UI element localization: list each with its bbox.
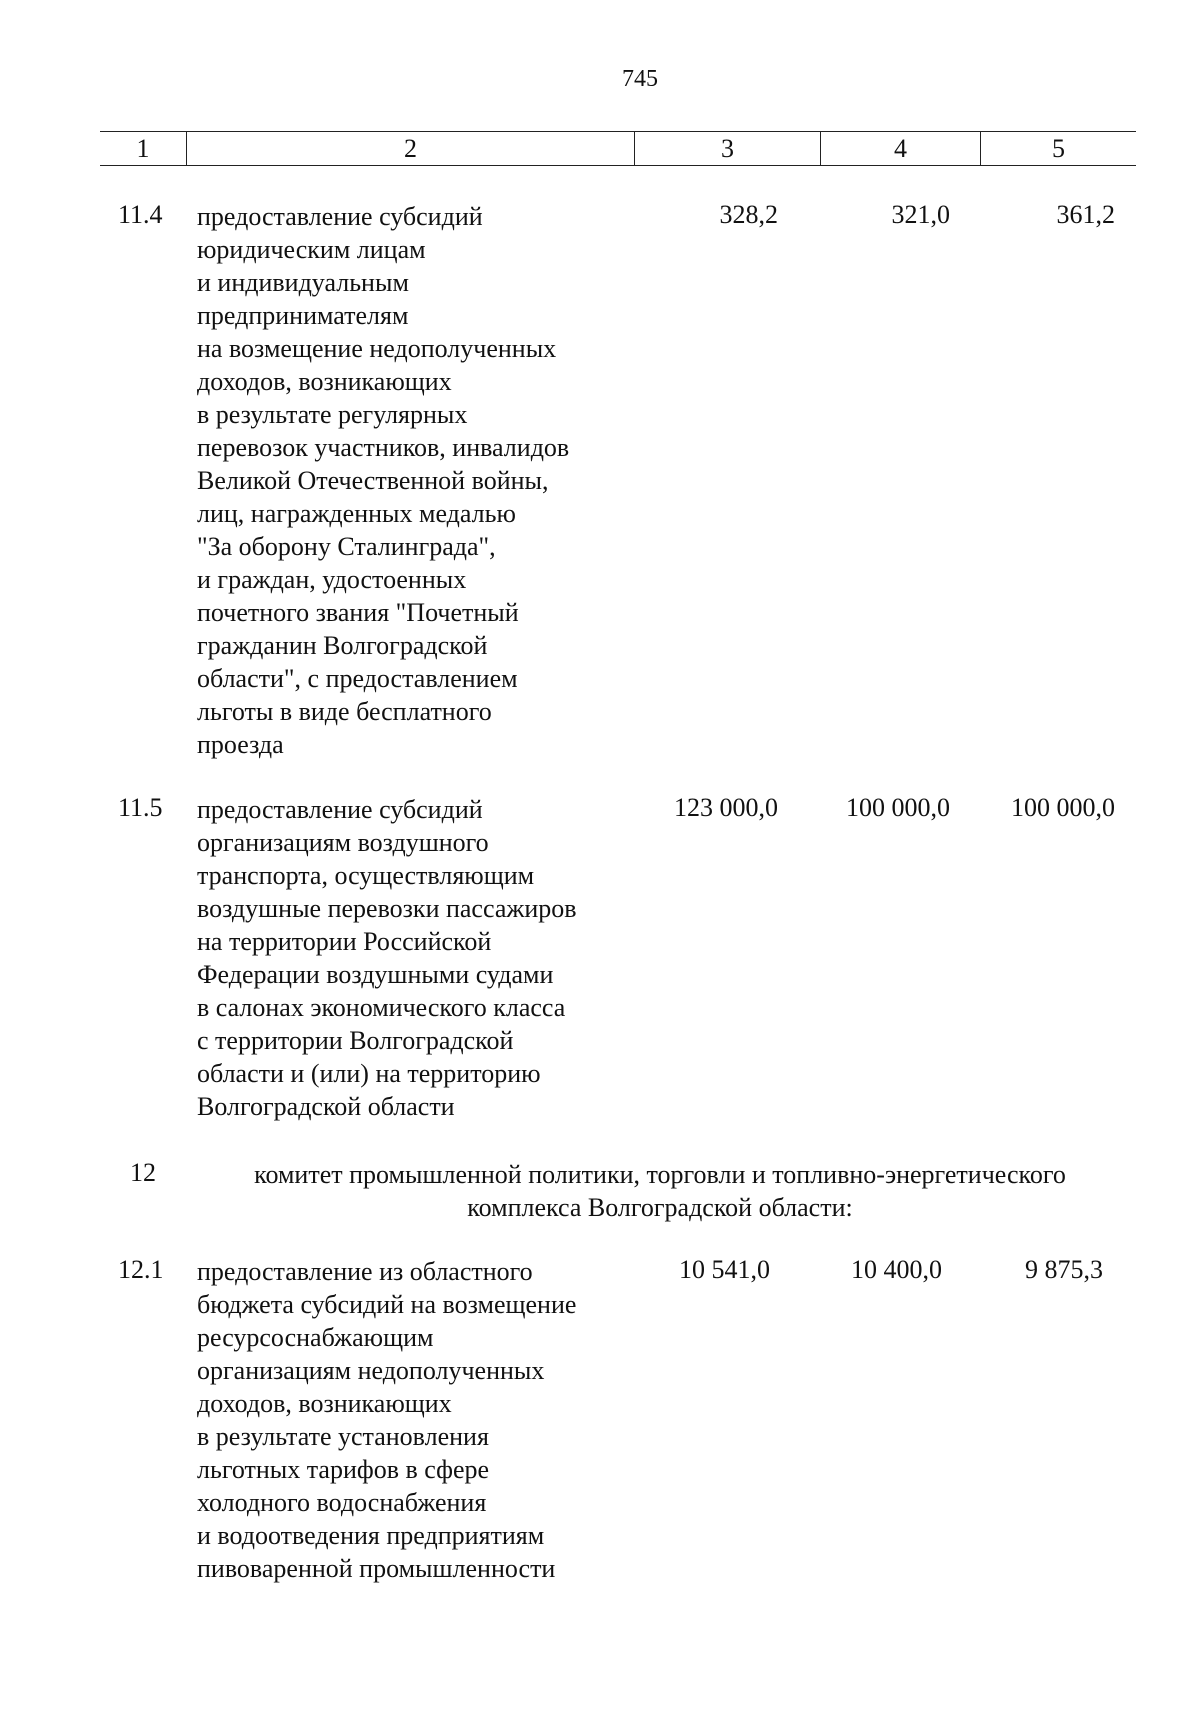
description-line: льготы в виде бесплатного (197, 697, 492, 726)
column-header-2: 2 (186, 132, 634, 165)
description-line: организациям недополученных (197, 1356, 545, 1385)
description-line: на территории Российской (197, 927, 492, 956)
description-line: и граждан, удостоенных (197, 565, 467, 594)
description-line: перевозок участников, инвалидов (197, 433, 570, 462)
description-line: и индивидуальным (197, 268, 409, 297)
description-line: ресурсоснабжающим (197, 1323, 434, 1352)
value-col-4: 321,0 (891, 200, 950, 229)
description-line: предоставление субсидий (197, 202, 483, 231)
description-line: холодного водоснабжения (197, 1488, 487, 1517)
description-line: области", с предоставлением (197, 664, 518, 693)
description-line: Федерации воздушными судами (197, 960, 554, 989)
description-line: Волгоградской области (197, 1092, 455, 1121)
row-number: 11.5 (118, 793, 163, 822)
description-line: "За оборону Сталинграда", (197, 532, 496, 561)
description-line: гражданин Волгоградской (197, 631, 488, 660)
description-line: транспорта, осуществляющим (197, 861, 535, 890)
description-line: проезда (197, 730, 284, 759)
description-line: предпринимателям (197, 301, 409, 330)
description-line: организациям воздушного (197, 828, 489, 857)
value-col-5: 100 000,0 (1011, 793, 1115, 822)
page-number: 745 (622, 66, 658, 92)
description-line: предоставление субсидий (197, 795, 483, 824)
description-line: предоставление из областного (197, 1257, 533, 1286)
row-description (197, 200, 637, 761)
description-line: доходов, возникающих (197, 1389, 452, 1418)
description-line: льготных тарифов в сфере (197, 1455, 490, 1484)
table-header (100, 131, 1136, 166)
description-line: воздушные перевозки пассажиров (197, 894, 577, 923)
description-line: области и (или) на территорию (197, 1059, 541, 1088)
value-col-3: 123 000,0 (674, 793, 778, 822)
value-col-5: 361,2 (1056, 200, 1115, 229)
row-description (197, 1255, 637, 1585)
description-line: почетного звания "Почетный (197, 598, 519, 627)
description-line: пивоваренной промышленности (197, 1554, 556, 1583)
row-number: 11.4 (118, 200, 163, 229)
description-line: в результате регулярных (197, 400, 468, 429)
value-col-5: 9 875,3 (1025, 1255, 1103, 1284)
row-description (197, 793, 637, 1123)
value-col-4: 10 400,0 (851, 1255, 942, 1284)
section-title-line: комплекса Волгоградской области: (467, 1193, 853, 1222)
column-header-4: 4 (820, 132, 980, 165)
description-line: юридическим лицам (197, 235, 426, 264)
column-header-1: 1 (136, 134, 150, 163)
description-line: Великой Отечественной войны, (197, 466, 549, 495)
value-col-4: 100 000,0 (846, 793, 950, 822)
section-number: 12 (130, 1158, 156, 1187)
column-header-3: 3 (634, 132, 820, 165)
description-line: лиц, награжденных медалью (197, 499, 516, 528)
row-number: 12.1 (118, 1255, 164, 1284)
description-line: и водоотведения предприятиям (197, 1521, 545, 1550)
description-line: в результате установления (197, 1422, 489, 1451)
column-header-5: 5 (980, 132, 1136, 165)
description-line: на возмещение недополученных (197, 334, 557, 363)
description-line: бюджета субсидий на возмещение (197, 1290, 577, 1319)
value-col-3: 10 541,0 (679, 1255, 770, 1284)
description-line: доходов, возникающих (197, 367, 452, 396)
description-line: в салонах экономического класса (197, 993, 566, 1022)
section-title (200, 1158, 1120, 1224)
description-line: с территории Волгоградской (197, 1026, 514, 1055)
section-title-line: комитет промышленной политики, торговли и топливно-энергетического (254, 1160, 1066, 1189)
value-col-3: 328,2 (719, 200, 778, 229)
